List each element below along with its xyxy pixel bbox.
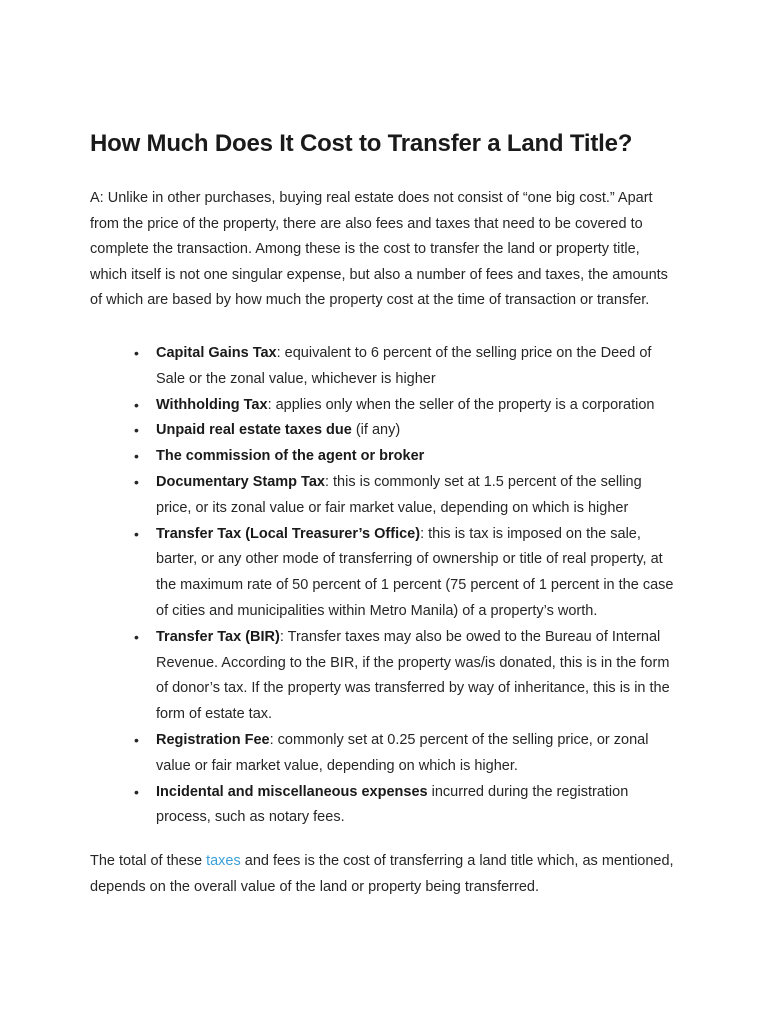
item-description: (if any) bbox=[351, 422, 401, 439]
item-description: : applies only when the seller of the property is a corporation bbox=[267, 396, 655, 413]
list-item bbox=[134, 728, 680, 780]
item-term: Withholding Tax bbox=[156, 396, 268, 413]
bullet-icon: • bbox=[134, 783, 139, 800]
item-term: Documentary Stamp Tax bbox=[156, 473, 325, 490]
bullet-icon: • bbox=[134, 344, 139, 361]
item-description: : equivalent to 6 percent of the selling price on the Deed of Sale or the zonal value, whichever is higher bbox=[156, 344, 652, 387]
item-term: Incidental and miscellaneous expenses bbox=[156, 783, 428, 800]
list-item bbox=[134, 470, 680, 522]
bullet-icon: • bbox=[134, 422, 139, 439]
list-item bbox=[134, 625, 680, 728]
list-item bbox=[134, 393, 680, 419]
bullet-icon: • bbox=[134, 448, 139, 465]
taxes-link[interactable]: taxes bbox=[206, 853, 241, 870]
item-term: The commission of the agent or broker bbox=[156, 448, 425, 465]
intro-paragraph: A: Unlike in other purchases, buying real estate does not consist of “one big cost.” Apart from the price of the property, there are also fees and taxes that need to be covered to complete the transaction. Among these is the cost to transfer the land or property title, which itself is not one singular expense, but also a number of fees and taxes, the amounts of which are based by how much the property cost at the time of transaction or transfer. bbox=[90, 190, 668, 309]
list-item bbox=[134, 418, 680, 444]
item-description: : this is commonly set at 1.5 percent of the selling price, or its zonal value or fair market value, depending on which is higher bbox=[156, 473, 642, 516]
bullet-icon: • bbox=[134, 731, 139, 748]
article-title: How Much Does It Cost to Transfer a Land Title? bbox=[90, 130, 633, 157]
item-term: Registration Fee bbox=[156, 731, 270, 748]
item-term: Transfer Tax (BIR) bbox=[156, 628, 280, 645]
list-item bbox=[134, 341, 680, 393]
outro-paragraph bbox=[90, 849, 680, 900]
item-description: : commonly set at 0.25 percent of the selling price, or zonal value or fair market value, depending on which is higher. bbox=[156, 731, 649, 774]
item-description: incurred during the registration process, such as notary fees. bbox=[156, 783, 629, 826]
item-term: Unpaid real estate taxes due bbox=[156, 422, 352, 439]
bullet-icon: • bbox=[134, 525, 139, 542]
list-item bbox=[134, 444, 680, 470]
fee-list bbox=[90, 341, 680, 831]
list-item bbox=[134, 522, 680, 625]
item-term: Capital Gains Tax bbox=[156, 344, 277, 361]
bullet-icon: • bbox=[134, 396, 139, 413]
item-description: : Transfer taxes may also be owed to the Bureau of Internal Revenue. According to the BIR, if the property was/is donated, this is in the form of donor’s tax. If the property was transferred by way of inheritance, this is in the form of estate tax. bbox=[156, 628, 670, 723]
article bbox=[90, 124, 680, 900]
outro-text-start: The total of these bbox=[90, 853, 207, 870]
item-term: Transfer Tax (Local Treasurer’s Office) bbox=[156, 525, 421, 542]
list-item bbox=[134, 780, 680, 832]
outro-text-end: and fees is the cost of transferring a land title which, as mentioned, depends on the overall value of the land or property being transferred. bbox=[90, 853, 674, 895]
item-description: : this is tax is imposed on the sale, barter, or any other mode of transferring of ownership or title of real property, at the maximum rate of 50 percent of 1 percent (75 percent of 1 percent in the case of cities and municipalities within Metro Manila) of a property’s worth. bbox=[156, 525, 674, 619]
bullet-icon: • bbox=[134, 473, 139, 490]
bullet-icon: • bbox=[134, 628, 139, 645]
